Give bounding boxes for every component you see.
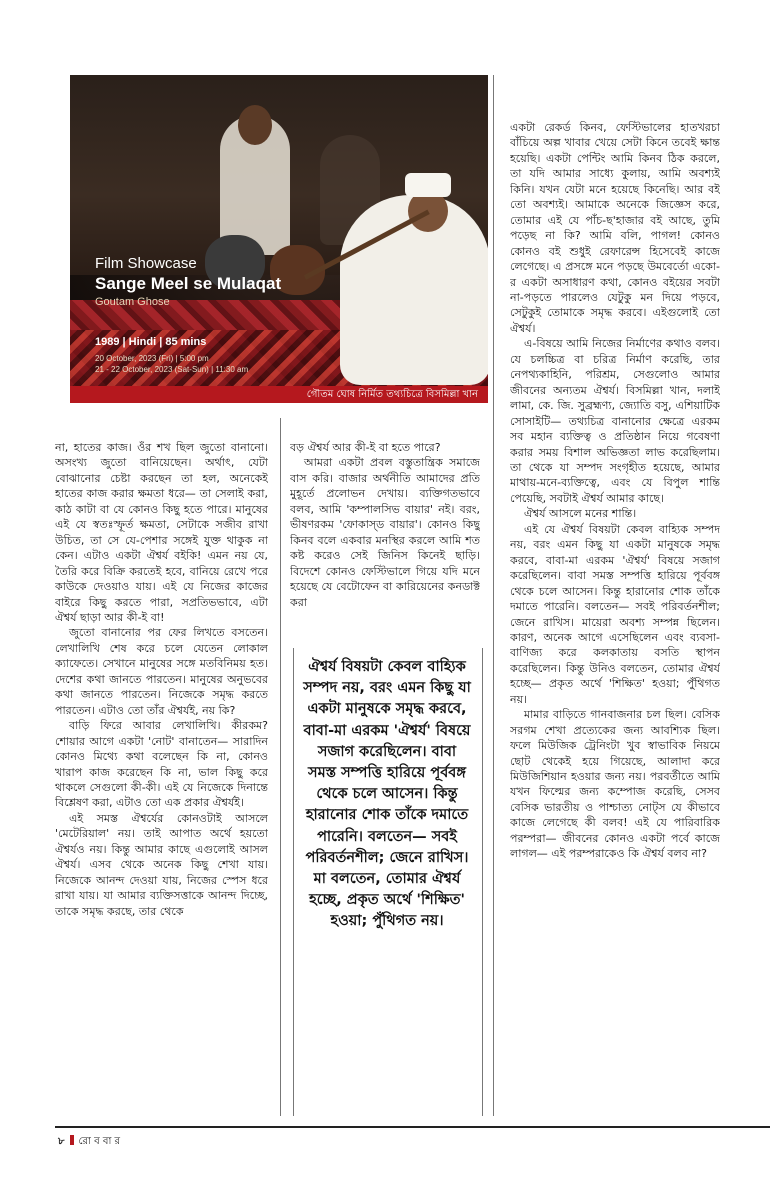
paragraph: জুতো বানানোর পর ফের লিখতে বসতেন। লেখালিখি শেষ করে চলে যেতেন লোকাল ক্যাফেতে। সেখানে মানুষের সঙ্গে মতবিনিময় হত। দেশের কথা জানতে পারতেন। মানুষের অনুভবের কথা জানতে পারতেন। নিজেকে সমৃদ্ধ করতে পারতেন। এটাও তো তাঁর ঐশ্বর্যই, নয় কি? — [55, 626, 268, 717]
page-number: ৮ — [58, 1136, 65, 1147]
section-name: রো ব বা র — [78, 1136, 121, 1147]
paragraph: ঐশ্বর্য আসলে মনের শান্তি। — [524, 507, 637, 521]
paragraph: বাড়ি ফিরে আবার লেখালিখি। কীরকম? শোয়ার আগে একটা 'নোট' বানাতেন— সারাদিন কোনও মিথ্যে কথা বলেছেন কি না, কোনও খারাপ কাজ করেছেন কি না, ভাল কিছু করে থাকলে সেগুলো কী-কী। এই যে নিজেকে দিনান্তে বিশ্লেষণ করা, এটাও তো এক প্রকার ঐশ্বর্যই। — [55, 719, 268, 810]
paragraph: এই সমস্ত ঐশ্বর্যের কোনওটাই আসলে 'মেটেরিয়াল' নয়। তাই আপাত অর্থে হয়তো ঐশ্বর্যও নয়। কিন্তু আমার কাছে এগুলোই আসল ঐশ্বর্য। এসব থেকে অনেক কিছু শেখা যায়। নিজেকে আনন্দ দেওয়া যায়, নিজের স্পেস ধরে রাখা যায়। যা আমার ব্যক্তিসত্তাকে আনন্দ দিচ্ছে, তাকে সমৃদ্ধ করছে, তার থেকে — [55, 811, 268, 918]
text-column-1 — [55, 440, 268, 1120]
screening-date-2: 21 - 22 October, 2023 (Sat-Sun) | 11:30 am — [95, 365, 249, 374]
text-column-3 — [510, 120, 720, 1120]
pullquote-rule-right — [482, 648, 483, 1116]
page-footer — [58, 1134, 120, 1151]
text-column-2 — [290, 440, 480, 636]
pull-quote: ঐশ্বর্য বিষয়টা কেবল বাহ্যিক সম্পদ নয়, বরং এমন কিছু যা একটা মানুষকে সমৃদ্ধ করবে, বাবা-মা এরকম 'ঐশ্বর্য' বিষয়ে সজাগ করেছিলেন। বাবা সমস্ত সম্পত্তি হারিয়ে পূর্ববঙ্গ থেকে চলে আসেন। কিন্তু হারানোর শোক তাঁকে দমাতে পারেনি। বলতেন— সবই পরিবর্তনশীল; জেনে রাখিস। মা বলতেন, তোমার ঐশ্বর্য হচ্ছে, প্রকৃত অর্থে 'শিক্ষিত' হওয়া; পুঁথিগত নয়। — [303, 659, 471, 930]
paragraph: এই যে ঐশ্বর্য বিষয়টা কেবল বাহ্যিক সম্পদ নয়, বরং এমন কিছু যা একটা মানুষকে সমৃদ্ধ করবে, বাবা-মা এরকম 'ঐশ্বর্য' বিষয়ে সজাগ করেছিলেন। বাবা সমস্ত সম্পত্তি হারিয়ে পূর্ববঙ্গ থেকে চলে আসেন। কিন্তু হারানোর শোক তাঁকে দমাতে পারেনি। বলতেন— সবই পরিবর্তনশীল; জেনে রাখিস। মায়েরা অবশ্য সম্পন্ন ছিলেন। কারণ, অনেক আগে এসেছিলেন এবং ব্যবসা-বাণিজ্য করে কলকাতায় বসতি স্থাপন করেছিলেন। কিন্তু উনিও বলতেন, তোমার ঐশ্বর্য হচ্ছে— প্রকৃত অর্থে 'শিক্ষিত' হওয়া; পুঁথিগত নয়। — [510, 522, 720, 706]
footer-rule — [55, 1126, 770, 1128]
screening-date-1: 20 October, 2023 (Fri) | 5:00 pm — [95, 354, 209, 363]
paragraph: এ-বিষয়ে আমি নিজের নির্মাণের কথাও বলব। যে চলচ্চিত্র বা চরিত্র নির্মাণ করেছি, তার নেপথ্যকাহিনি, পরিশ্রম, সেগুলোও আমার জীবনের অন্যতম ঐশ্বর্য। বিসমিল্লা খান, দলাই লামা, কে. জি. সুব্রহ্মণ্য, জ্যোতি বসু, এশিয়াটিক সোসাইটি— তথ্যচিত্র বানানোর ক্ষেত্রে এরকম সব মহান ব্যক্তিত্ব ও প্রতিষ্ঠান নিয়ে গবেষণা করার সময় বিশাল অভিজ্ঞতা লাভ করেছিলাম। তা থেকে যা সম্পদ সংগৃহীত হয়েছে, আমার মাথায়-মনে-ব্যক্তিত্বে, এবং যে বিপুল শান্তি পেয়েছি, সবটাই ঐশ্বর্য আমার কাছে। — [510, 337, 720, 505]
footer-separator — [70, 1135, 74, 1145]
column-rule — [493, 75, 494, 1116]
column-rule — [280, 418, 281, 1116]
film-director: Goutam Ghose — [95, 296, 170, 308]
film-meta-line: 1989 | Hindi | 85 mins — [95, 336, 207, 348]
pullquote-rule-left — [293, 648, 294, 1116]
paragraph: আমরা একটা প্রবল বস্তুতান্ত্রিক সমাজে বাস করি। বাজার অর্থনীতি আমাদের প্রতি মুহূর্তে প্রলোভন দেখায়। ব্যক্তিগতভাবে বলব, আমি 'কম্পালসিভ বায়ার' নই। বরং, ভীষণরকম 'ফোকাস্ড বায়ার'। কোনও কিছু কিনব বলে একবার মনস্থির করলে আমি শত কষ্ট করেও সেই জিনিস কিনেই ছাড়ি। বিদেশে কোনও ফেস্টিভালে গিয়ে যদি মনে হয়েছে যে বেটোফেন বা কারিয়েনের কনডাক্ট করা — [290, 456, 480, 609]
paragraph: একটা রেকর্ড কিনব, ফেস্টিভালের হাতখরচা বাঁচিয়ে অল্প খাবার খেয়ে সেটা কিনে তবেই ক্ষান্ত হয়েছি। একটা পেন্টিং আমি কিনব ঠিক করলে, তা যদি আমার সাধ্যে কুলায়, আমি অবশ্যই কিনি। যখন যেটা মনে হয়েছে কিনেছি। আর বই তো অবশ্যই। আমাকে অনেকে জিজ্ঞেস করে, তোমার এই যে পাঁচ-ছ'হাজার বই আছে, তুমি পড়েছ না কি? আমি বলি, পাগল! কোনও কোনও বই শুধুই রেফারেন্স হিসেবেই কাজে লেগেছে। এ প্রসঙ্গে মনে পড়ছে উমবের্তো একো-র একটা অসাধারণ কথা, কোনও বইয়ের সবটা না-পড়তে পারলেও যেটুকু মন দিয়ে পড়বে, সেটুকুই তোমাকে সমৃদ্ধ করবে। এইগুলোই তো ঐশ্বর্য। — [510, 121, 720, 335]
film-showcase-kicker: Film Showcase — [95, 255, 197, 272]
film-still-photo — [70, 75, 488, 403]
paragraph: বড় ঐশ্বর্য আর কী-ই বা হতে পারে? — [290, 441, 441, 454]
paragraph: না, হাতের কাজ। ওঁর শখ ছিল জুতো বানানো। অসংখ্য জুতো বানিয়েছেন। অর্থাৎ, যেটা বোঝানোর চেষ্টা করছেন তা হল, অনেকেই হাতের কাজ করার ক্ষমতা ধরে— তা সেলাই করা, কাঠ কাটা বা যে কোনও কিছু হতে পারে। মানুষের এই যে স্বতঃস্ফূর্ত ক্ষমতা, সেটাকে সজীব রাখা উচিত, তা সে যে-পেশার সঙ্গেই যুক্ত থাকুক না কেন। এটাও একটা ঐশ্বর্য বইকি! এমন নয় যে, তৈরি করে বিক্রি করতেই হবে, বানিয়ে রেখে পরে কাউকে দেওয়াও যায়। এই যে নিজের কাজের বাইরে কিছু করতে পারা, সপ্রতিভভাবে, এটা ঐশ্বর্য ছাড়া আর কী-ই বা! — [55, 441, 268, 624]
film-overlay-title — [95, 255, 281, 308]
photo-caption: গৌতম ঘোষ নির্মিত তথ্যচিত্রে বিসমিল্লা খান — [70, 386, 488, 403]
film-title: Sange Meel se Mulaqat — [95, 274, 282, 293]
film-meta — [95, 336, 248, 374]
paragraph: মামার বাড়িতে গানবাজনার চল ছিল। বেসিক সরগম শেখা প্রত্যেকের জন্য আবশ্যিক ছিল। ফলে মিউজিক ট্রেনিংটা খুব স্বাভাবিক নিয়মে ছোট থেকেই হয়ে গিয়েছে, আলাদা করে মিউজিশিয়ান হওয়ার জন্য নয়। পরবর্তীতে আমি যখন ফিল্মের জন্য কম্পোজ করেছি, সেসব বেসিক ভারতীয় ও পাশ্চাত্য নোট্স যে কীভাবে কাজে লেগেছে কী বলব! এই যে পারিবারিক পরম্পরা— জীবনের কোনও একটা পর্বে কাজে লাগল— এই পরম্পরাকেও কি ঐশ্বর্য বলব না? — [510, 708, 720, 861]
